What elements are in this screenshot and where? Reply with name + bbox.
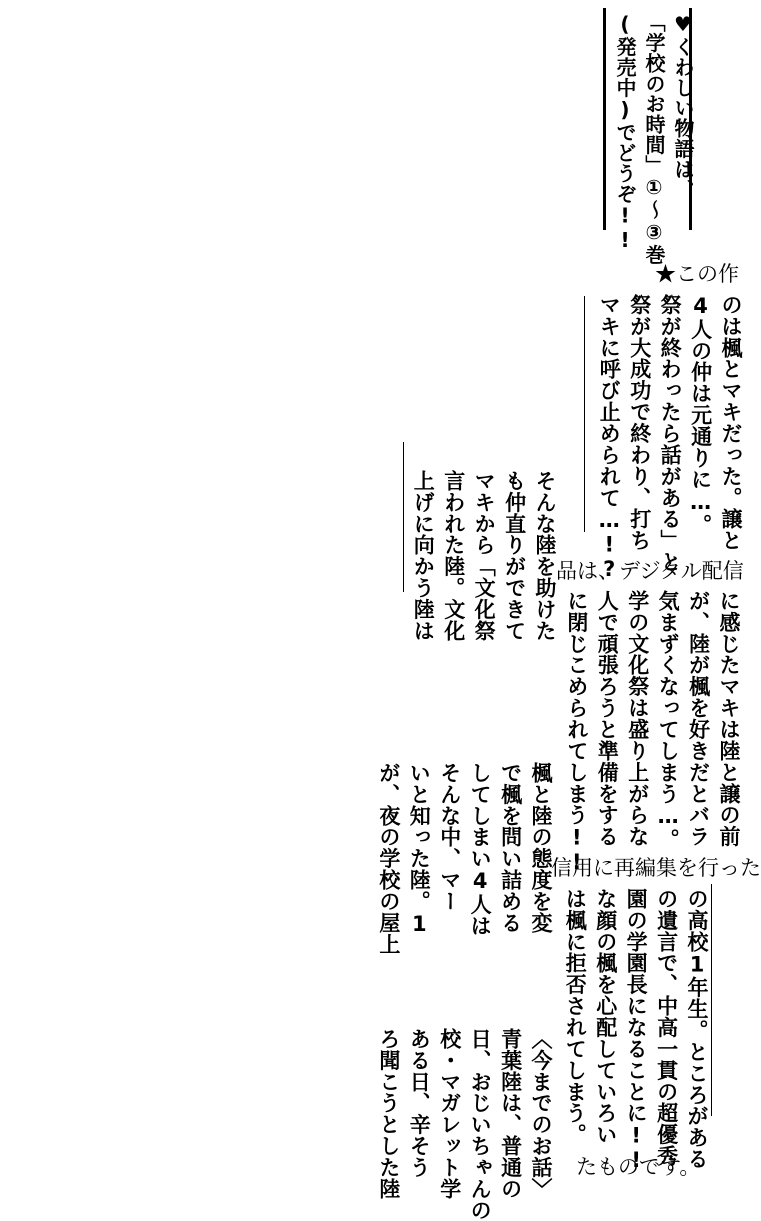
- notice-part-1: ★この作: [655, 262, 739, 286]
- story-e-line-3: 園の学園長になることに!!: [624, 888, 649, 1173]
- story-block-f: [366, 1028, 556, 1221]
- notice-part-3: 信用に再編集を行った: [551, 856, 761, 880]
- story-f-line-5: ある日、辛そう: [407, 1028, 432, 1178]
- story-b-line-4: 言われた陸。文化: [441, 470, 466, 642]
- story-c-line-5: 人で頑張ろうと準備をする: [595, 590, 620, 848]
- story-b-line-3: マキから「文化祭: [472, 470, 497, 642]
- story-a-line-3: 祭が終わったら話がある」と: [658, 294, 683, 573]
- story-block-b: [410, 468, 560, 642]
- story-c-line-6: に閉じこめられてしまう!!: [564, 590, 589, 875]
- story-e-right-rule: [711, 884, 712, 1116]
- story-a-left-rule: [584, 296, 585, 532]
- notice-part-2: 品は、デジタル配信: [556, 559, 744, 583]
- promo-box-left-rule: [603, 8, 606, 230]
- story-a-line-4: 祭が大成功で終わり、打ち: [627, 294, 652, 552]
- story-b-left-rule: [403, 442, 404, 592]
- promo-line-2: 「学校のお時間」①〜③巻: [642, 12, 666, 265]
- story-e-line-4: な顔の楓を心配していろい: [593, 888, 618, 1146]
- story-c-line-2: が、陸が楓を好きだとバラ: [686, 590, 711, 848]
- story-d-line-5: いと知った陸。1: [407, 762, 432, 937]
- story-d-line-6: が、夜の学校の屋上: [376, 762, 401, 955]
- story-f-line-3: 日、おじいちゃんの: [468, 1028, 493, 1221]
- story-b-line-1: そんな陸を助けた: [533, 470, 557, 642]
- promo-line-3: (発売中)でどうぞ!!: [613, 12, 637, 253]
- story-a-line-2: 4人の仲は元通りに…。: [688, 294, 713, 536]
- story-e-line-2: の遺言で、中高一貫の超優秀: [654, 888, 679, 1167]
- story-f-line-2: 青葉陸は、普通の: [498, 1028, 523, 1200]
- story-d-line-4: そんな中、マー: [437, 762, 462, 912]
- story-d-line-2: で楓を問い詰める: [498, 762, 523, 934]
- promo-box-text: [610, 12, 697, 265]
- notice-part-4: たものです。: [576, 1155, 701, 1179]
- story-c-line-3: 気まずくなってしまう…。: [656, 590, 681, 851]
- story-d-line-1: 楓と陸の態度を変: [529, 762, 553, 934]
- story-a-line-1: のは楓とマキだった。譲と: [719, 294, 743, 552]
- story-f-line-4: 校・マガレット学: [437, 1028, 462, 1200]
- story-b-line-5: 上げに向かう陸は: [411, 470, 436, 642]
- story-e-line-1: の高校1年生。ところがある: [685, 888, 709, 1170]
- story-f-line-1: 〈今までのお話〉: [529, 1028, 553, 1200]
- promo-line-1: ♥くわしい物語は、: [671, 12, 695, 200]
- story-c-line-4: 学の文化祭は盛り上がらな: [625, 590, 650, 848]
- story-f-line-6: ろ聞こうとした陸: [376, 1028, 401, 1200]
- story-e-line-5: は楓に拒否されてしまう。: [563, 888, 588, 1146]
- story-a-line-5: マキに呼び止められて…!?: [597, 294, 622, 582]
- story-d-line-3: してしまい4人は: [468, 762, 493, 937]
- story-block-d: [366, 742, 556, 955]
- story-b-line-2: も仲直りができて: [502, 470, 527, 642]
- story-c-line-1: に感じたマキは陸と譲の前: [717, 590, 741, 848]
